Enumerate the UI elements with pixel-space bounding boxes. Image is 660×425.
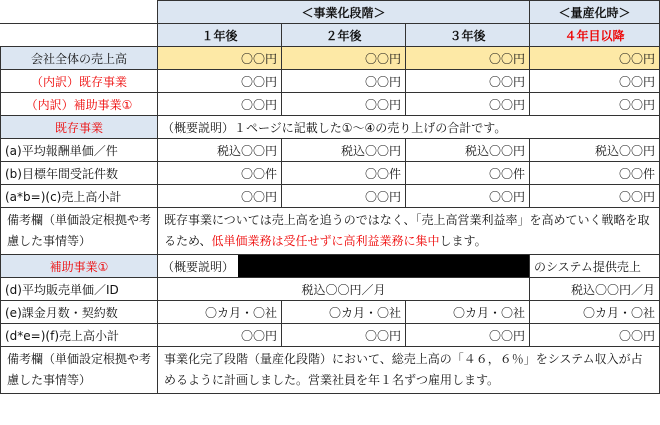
total-sales-label: 会社全体の売上高 — [1, 47, 158, 70]
subsidy-unit-price-label: (d)平均販売単価／ID — [1, 278, 158, 301]
existing-summary: （概要説明）１ページに記載した①～④の売り上げの合計です。 — [158, 116, 660, 139]
existing-subtotal-y1: 〇〇円 — [158, 185, 282, 208]
subsidy-subtotal-y3: 〇〇円 — [406, 324, 530, 347]
subsidy-summary-label: （概要説明） — [162, 259, 235, 274]
subsidy-billing-label: (e)課金月数・契約数 — [1, 301, 158, 324]
subsidy-billing-y2: 〇カ月・〇社 — [282, 301, 406, 324]
subsidy-breakdown-label: （内訳）補助事業① — [1, 93, 158, 116]
total-sales-y2: 〇〇円 — [282, 47, 406, 70]
existing-notes-text: 既存事業については売上高を追うのではなく、「売上高営業利益率」を高めていく戦略を取るため、 — [164, 213, 650, 248]
existing-orders-y3: 〇〇件 — [406, 162, 530, 185]
existing-unit-price-y2: 税込〇〇円 — [282, 139, 406, 162]
subsidy-billing-y1: 〇カ月・〇社 — [158, 301, 282, 324]
subsidy-billing-y3: 〇カ月・〇社 — [406, 301, 530, 324]
existing-notes-label: 備考欄（単価設定根拠や考慮した事情等） — [1, 208, 158, 255]
subsidy-section-title: 補助事業① — [1, 255, 158, 278]
subsidy-breakdown-y1: 〇〇円 — [158, 93, 282, 116]
subsidy-subtotal-y2: 〇〇円 — [282, 324, 406, 347]
subsidy-unit-price-mass: 税込〇〇円／月 — [530, 278, 660, 301]
existing-orders-y4: 〇〇件 — [530, 162, 660, 185]
existing-breakdown-y3: 〇〇円 — [406, 70, 530, 93]
existing-breakdown-y1: 〇〇円 — [158, 70, 282, 93]
redacted-block — [238, 255, 529, 277]
subsidy-breakdown-y4: 〇〇円 — [530, 93, 660, 116]
existing-notes — [158, 208, 660, 255]
subsidy-breakdown-y2: 〇〇円 — [282, 93, 406, 116]
existing-breakdown-y2: 〇〇円 — [282, 70, 406, 93]
existing-unit-price-y3: 税込〇〇円 — [406, 139, 530, 162]
year-2-header: ２年後 — [282, 24, 406, 47]
subsidy-summary-tail: のシステム提供売上 — [530, 255, 660, 278]
subsidy-notes: 事業化完了段階（量産化段階）において、総売上高の「４６，６％」をシステム収入が占めるように計画しました。営業社員を年１名ずつ雇用します。 — [158, 347, 660, 394]
existing-subtotal-y4: 〇〇円 — [530, 185, 660, 208]
existing-orders-y1: 〇〇件 — [158, 162, 282, 185]
year-3-header: ３年後 — [406, 24, 530, 47]
existing-subtotal-label: (a*b=)(c)売上高小計 — [1, 185, 158, 208]
phase-group-header: ＜事業化段階＞ — [158, 1, 530, 24]
subsidy-subtotal-y4: 〇〇円 — [530, 324, 660, 347]
existing-orders-label: (b)目標年間受託件数 — [1, 162, 158, 185]
existing-unit-price-y1: 税込〇〇円 — [158, 139, 282, 162]
existing-breakdown-y4: 〇〇円 — [530, 70, 660, 93]
existing-unit-price-y4: 税込〇〇円 — [530, 139, 660, 162]
subsidy-breakdown-y3: 〇〇円 — [406, 93, 530, 116]
year-1-header: １年後 — [158, 24, 282, 47]
existing-orders-y2: 〇〇件 — [282, 162, 406, 185]
subsidy-subtotal-label: (d*e=)(f)売上高小計 — [1, 324, 158, 347]
existing-subtotal-y3: 〇〇円 — [406, 185, 530, 208]
year-4-header: ４年目以降 — [530, 24, 660, 47]
mass-group-header: ＜量産化時＞ — [530, 1, 660, 24]
corner-cell — [1, 1, 158, 24]
corner-cell-2 — [1, 24, 158, 47]
existing-unit-price-label: (a)平均報酬単価／件 — [1, 139, 158, 162]
subsidy-subtotal-y1: 〇〇円 — [158, 324, 282, 347]
total-sales-y4: 〇〇円 — [530, 47, 660, 70]
total-sales-y3: 〇〇円 — [406, 47, 530, 70]
existing-notes-tail: します。 — [439, 234, 487, 248]
subsidy-notes-label: 備考欄（単価設定根拠や考慮した事情等） — [1, 347, 158, 394]
subsidy-billing-y4: 〇カ月・〇社 — [530, 301, 660, 324]
subsidy-summary — [158, 255, 530, 278]
existing-section-title: 既存事業 — [1, 116, 158, 139]
existing-breakdown-label: （内訳）既存事業 — [1, 70, 158, 93]
existing-subtotal-y2: 〇〇円 — [282, 185, 406, 208]
existing-notes-highlight: 低単価業務は受任せずに高利益業務に集中 — [211, 234, 440, 248]
total-sales-y1: 〇〇円 — [158, 47, 282, 70]
subsidy-unit-price-phase: 税込〇〇円／月 — [158, 278, 530, 301]
